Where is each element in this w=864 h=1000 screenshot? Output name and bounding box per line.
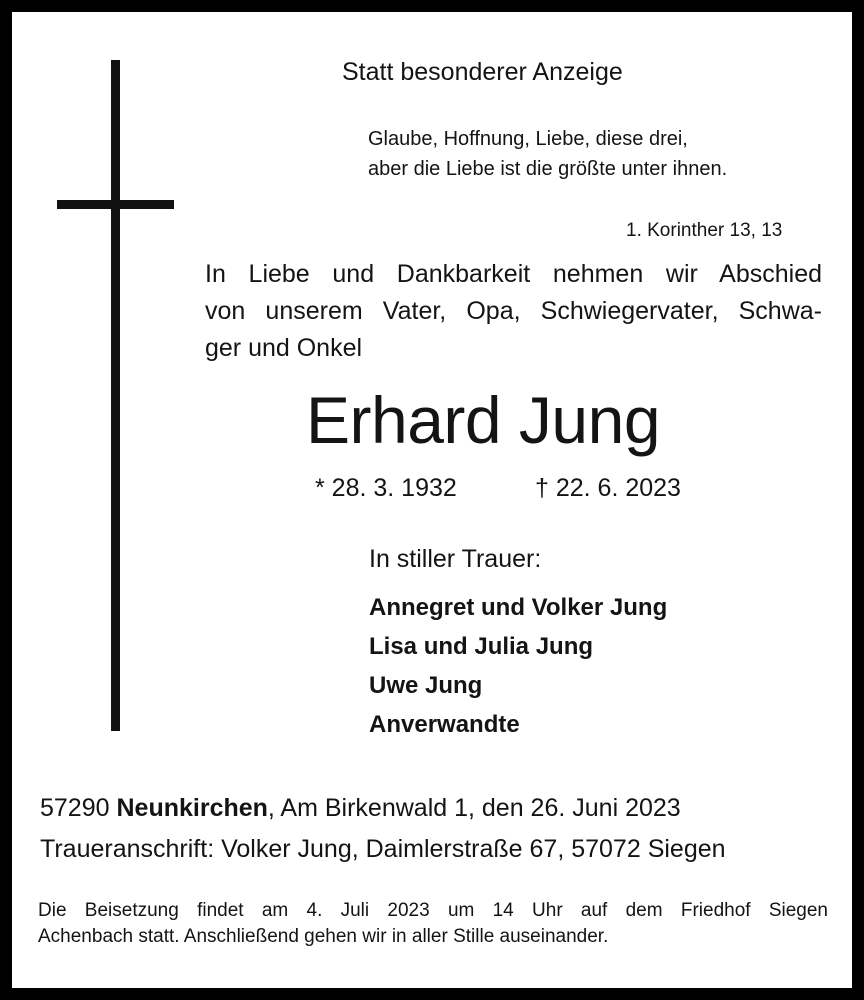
death-date: † 22. 6. 2023 <box>535 474 681 502</box>
mourners-list <box>369 588 667 744</box>
quote-source: 1. Korinther 13, 13 <box>626 220 783 241</box>
mourner-name: Anverwandte <box>369 711 520 738</box>
notice-heading: Statt besonderer Anzeige <box>342 58 623 86</box>
mourner-name: Annegret und Volker Jung <box>369 594 668 621</box>
intro-text <box>205 256 822 367</box>
funeral-notice <box>38 898 828 950</box>
place-and-date <box>40 794 681 823</box>
mourning-address: Traueranschrift: Volker Jung, Daimlerstraße 67, 57072 Siegen <box>40 835 726 863</box>
cross-icon-vertical-bar <box>111 60 120 731</box>
quote-line: Glaube, Hoffnung, Liebe, diese drei, <box>368 128 688 150</box>
postcode: 57290 <box>40 794 110 822</box>
birth-date: * 28. 3. 1932 <box>315 474 457 502</box>
quote-line: aber die Liebe ist die größte unter ihnen. <box>368 158 728 180</box>
bible-quote <box>368 124 727 184</box>
notice-line: Die Beisetzung findet am 4. Juli 2023 um 14 Uhr auf dem Friedhof Siegen <box>38 900 828 921</box>
mourner-name: Lisa und Julia Jung <box>369 633 594 660</box>
cross-icon-horizontal-bar <box>57 200 174 209</box>
obituary-card <box>12 12 852 988</box>
intro-line: ger und Onkel <box>205 334 363 362</box>
place-rest: , Am Birkenwald 1, den 26. Juni 2023 <box>267 794 681 822</box>
intro-line: In Liebe und Dankbarkeit nehmen wir Abschied <box>205 260 822 288</box>
notice-line: Achenbach statt. Anschließend gehen wir in aller Stille auseinander. <box>38 926 609 947</box>
intro-line: von unserem Vater, Opa, Schwiegervater, Schwa- <box>205 297 822 325</box>
town: Neunkirchen <box>116 794 268 822</box>
mourning-label: In stiller Trauer: <box>369 545 542 573</box>
mourner-name: Uwe Jung <box>369 672 483 699</box>
deceased-name: Erhard Jung <box>306 383 661 457</box>
